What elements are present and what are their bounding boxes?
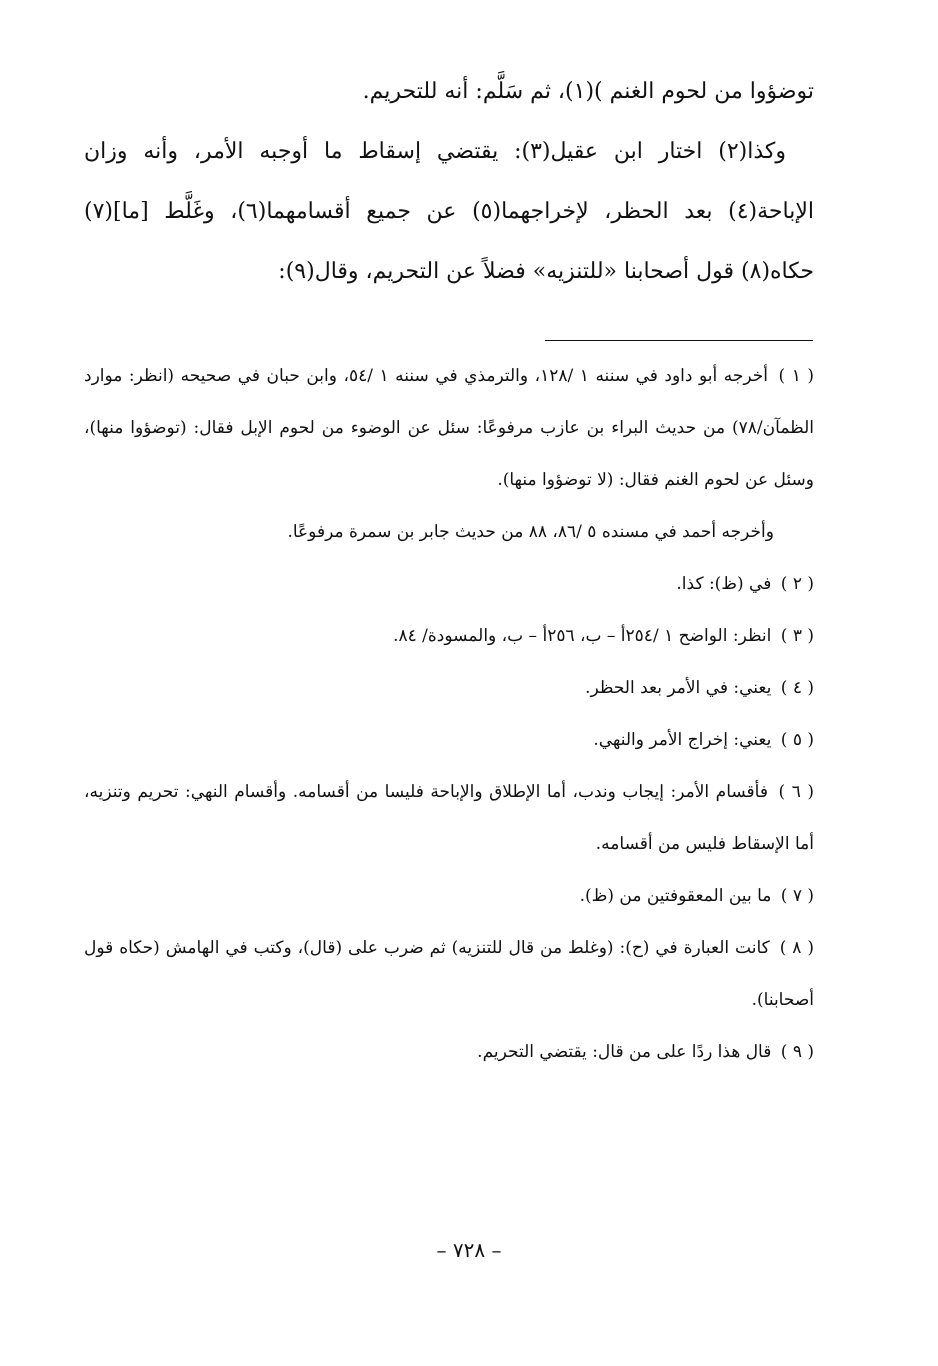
footnote-number: ( ١ ) [778,366,814,386]
footnote-number: ( ٢ ) [780,574,814,594]
footnote-text: أخرجه أبو داود في سننه ١ /١٢٨، والترمذي في سننه ١ /٥٤، وابن حبان في صحيحه (انظر: موارد الظمآن/٧٨) من حديث البراء بن عازب مرفوعًا: سئل عن الوضوء من لحوم الإبل فقال: (توضؤوا منها)، وسئل عن لحوم الغنم فقال: (لا توضؤوا منها). [84,366,814,490]
footnote-2 [84,558,814,610]
footnote-7 [84,870,814,922]
footnote-number: ( ٨ ) [779,938,814,958]
footnote-4 [84,662,814,714]
footnote-text: كانت العبارة في (ح): (وغلط من قال للتنزيه) ثم ضرب على (قال)، وكتب في الهامش (حكاه قول أصحابنا). [84,938,814,1010]
footnote-number: ( ٩ ) [780,1042,814,1062]
footnote-text: انظر: الواضح ١ /٢٥٤أ – ب، ٢٥٦أ – ب، والمسودة/ ٨٤. [393,626,772,646]
footnote-text: يعني: إخراج الأمر والنهي. [593,730,772,750]
footnote-number: ( ٧ ) [780,886,814,906]
footnote-number: ( ٥ ) [780,730,814,750]
footnote-5 [84,714,814,766]
footnote-number: ( ٤ ) [780,678,814,698]
footnote-text: فأقسام الأمر: إيجاب وندب، أما الإطلاق والإباحة فليسا من أقسامه. وأقسام النهي: تحريم وتنزيه، أما الإسقاط فليس من أقسامه. [84,782,814,854]
footnote-text: ما بين المعقوفتين من (ظ). [579,886,772,906]
footnote-text: يعني: في الأمر بعد الحظر. [585,678,772,698]
footnote-number: ( ٦ ) [778,782,815,802]
paragraph-2: وكذا(٢) اختار ابن عقيل(٣): يقتضي إسقاط ما أوجبه الأمر، وأنه وزان الإباحة(٤) بعد الحظر، لإخراجهما(٥) عن جميع أقسامهما(٦)، وغَلَّط [ما](٧) حكاه(٨) قول أصحابنا «للتنزيه» فضلاً عن التحريم، وقال(٩): [84,139,814,284]
footnote-6 [84,766,814,870]
footnote-1-extra: وأخرجه أحمد في مسنده ٥ /٨٦، ٨٨ من حديث جابر بن سمرة مرفوعًا. [287,522,774,542]
footnote-9 [84,1026,814,1078]
footnote-8 [84,922,814,1026]
paragraph-1: توضؤوا من لحوم الغنم )(١)، ثم سَلَّم: أنه للتحريم. [362,79,814,104]
footnote-1 [84,350,814,506]
main-text [84,62,814,302]
footnote-text: في (ظ): كذا. [676,574,772,594]
footnote-3 [84,610,814,662]
page-number: – ٧٢٨ – [436,1238,502,1262]
footnote-text: قال هذا ردًا على من قال: يقتضي التحريم. [477,1042,772,1062]
footnotes [84,350,814,1078]
footnote-number: ( ٣ ) [780,626,814,646]
footnote-separator [545,340,813,341]
